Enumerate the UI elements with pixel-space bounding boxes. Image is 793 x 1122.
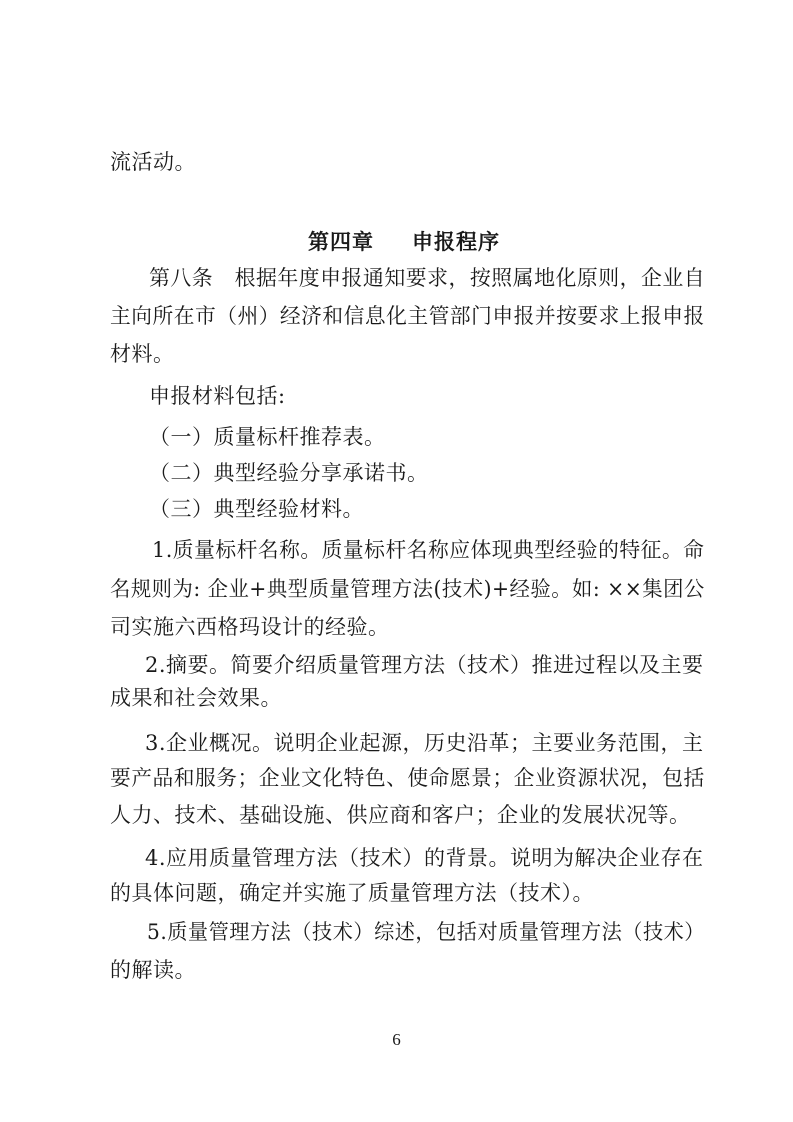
materials-intro: 申报材料包括:	[149, 384, 286, 408]
subitem-1-line-2: 名规则为: 企业+典型质量管理方法(技术)+经验。如: ××集团公	[110, 577, 705, 601]
subitem-2-line-2: 成果和社会效果。	[110, 686, 282, 710]
subitem-1-line-3: 司实施六西格玛设计的经验。	[110, 615, 390, 639]
article-8-line-2: 主向所在市（州）经济和信息化主管部门申报并按要求上报申报	[110, 304, 705, 328]
subitem-4-line-2: 的具体问题，确定并实施了质量管理方法（技术）。	[110, 881, 594, 905]
subitem-3-line-2: 要产品和服务；企业文化特色、使命愿景；企业资源状况，包括	[110, 766, 705, 790]
material-item-1: （一）质量标杆推荐表。	[149, 425, 386, 449]
subitem-3-line-3: 人力、技术、基础设施、供应商和客户；企业的发展状况等。	[110, 803, 691, 827]
chapter-title: 申报程序	[412, 230, 500, 254]
chapter-number: 第四章	[308, 230, 374, 254]
paragraph-tail: 流活动。	[110, 150, 196, 174]
material-item-3: （三）典型经验材料。	[149, 497, 364, 521]
page-number: 6	[392, 1030, 401, 1049]
subitem-1-line-1: 1.质量标杆名称。质量标杆名称应体现典型经验的特征。命	[152, 538, 705, 562]
material-item-2: （二）典型经验分享承诺书。	[149, 461, 429, 485]
subitem-5-line-1: 5.质量管理方法（技术）综述，包括对质量管理方法（技术）	[147, 920, 706, 944]
subitem-4-line-1: 4.应用质量管理方法（技术）的背景。说明为解决企业存在	[145, 846, 704, 870]
article-8-line-3: 材料。	[110, 342, 175, 366]
subitem-3-line-1: 3.企业概况。说明企业起源，历史沿革；主要业务范围，主	[145, 731, 704, 755]
article-8-line-1: 第八条 根据年度申报通知要求，按照属地化原则，企业自	[149, 266, 706, 290]
subitem-5-line-2: 的解读。	[110, 958, 196, 982]
subitem-2-line-1: 2.摘要。简要介绍质量管理方法（技术）推进过程以及主要	[145, 653, 704, 677]
